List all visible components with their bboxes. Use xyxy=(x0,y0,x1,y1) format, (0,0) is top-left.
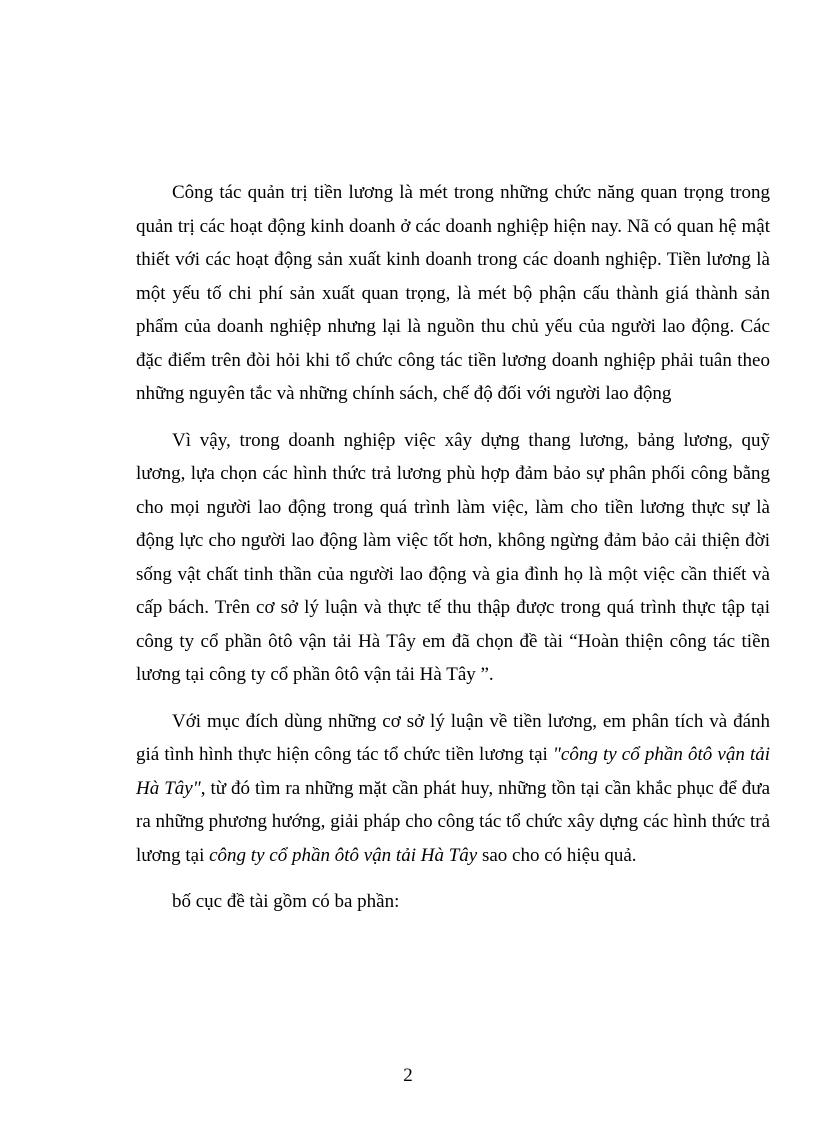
paragraph-structure: bố cục đề tài gồm có ba phần: xyxy=(172,891,400,912)
paragraph-purpose-text-2: , từ đó tìm ra những mặt cần phát huy, những tồn tại cần khắc phục để đưa ra những phương hướng, giải pháp cho công tác tổ chức xây dựng các hình thức trả lương tại xyxy=(136,777,771,866)
company-name-italic-2: công ty cổ phần ôtô vận tải Hà Tây xyxy=(209,844,478,866)
paragraph-purpose-text-1: Với mục đích dùng những cơ sở lý luận về tiền lương, em phân tích và đánh giá tình hình thực hiện công tác tổ chức tiền lương tại xyxy=(136,710,770,765)
document-body xyxy=(136,176,770,919)
paragraph-intro: Công tác quản trị tiền lương là mét trong những chức năng quan trọng trong quản trị các hoạt động kinh doanh ở các doanh nghiệp hiện nay. Nã có quan hệ mật thiết với các hoạt động sản xuất kinh doanh trong các doanh nghiệp. Tiền lương là một yếu tố chi phí sản xuất quan trọng, là mét bộ phận cấu thành giá thành sản phẩm của doanh nghiệp nhưng lại là nguồn thu chủ yếu của người lao động. Các đặc điểm trên đòi hỏi khi tổ chức công tác tiền lương doanh nghiệp phải tuân theo những nguyên tắc và những chính sách, chế độ đối với người lao động xyxy=(136,182,770,404)
company-name-italic-1: "công ty cổ phần ôtô vận tải Hà Tây" xyxy=(136,744,771,799)
paragraph-purpose xyxy=(136,705,770,873)
page-number: 2 xyxy=(403,1065,413,1086)
paragraph-reason: Vì vậy, trong doanh nghiệp việc xây dựng thang lương, bảng lương, quỹ lương, lựa chọn các hình thức trả lương phù hợp đảm bảo sự phân phối công bằng cho mọi người lao động trong quá trình làm việc, làm cho tiền lương thực sự là động lực cho người lao động làm việc tốt hơn, không ngừng đảm bảo cải thiện đời sống vật chất tinh thần của người lao động và gia đình họ là một việc cần thiết và cấp bách. Trên cơ sở lý luận và thực tế thu thập được trong quá trình thực tập tại công ty cổ phần ôtô vận tải Hà Tây em đã chọn đề tài “Hoàn thiện công tác tiền lương tại công ty cổ phần ôtô vận tải Hà Tây ”. xyxy=(136,429,770,685)
paragraph-purpose-text-3: sao cho có hiệu quả. xyxy=(477,844,637,866)
